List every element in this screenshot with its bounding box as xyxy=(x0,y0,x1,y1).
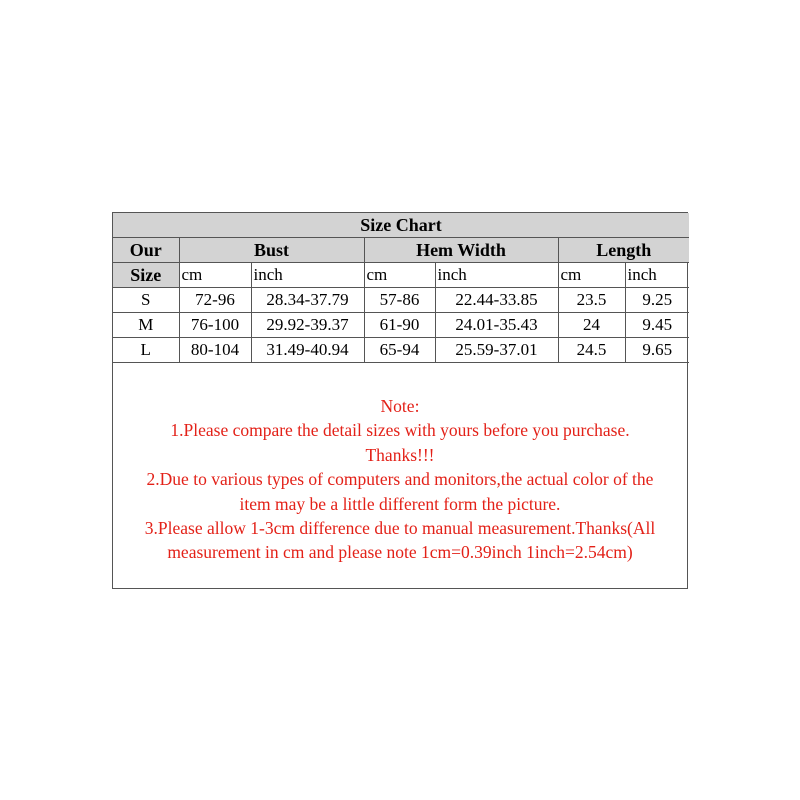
note-line: measurement in cm and please note 1cm=0.39inch 1inch=2.54cm) xyxy=(167,542,633,563)
note-line: 3.Please allow 1-3cm difference due to manual measurement.Thanks(All xyxy=(144,518,656,539)
our-size-header-line1: Our xyxy=(113,238,179,263)
table-cell: 31.49-40.94 xyxy=(251,338,364,363)
hem-width-header: Hem Width xyxy=(364,238,558,263)
size-chart xyxy=(112,212,688,589)
table-cell: 29.92-39.37 xyxy=(251,313,364,338)
table-cell: 72-96 xyxy=(179,288,251,313)
table-cell: 76-100 xyxy=(179,313,251,338)
table-cell: 80-104 xyxy=(179,338,251,363)
table-row xyxy=(113,338,689,363)
length-header: Length xyxy=(558,238,689,263)
table-cell: 28.34-37.79 xyxy=(251,288,364,313)
table-cell: 9.25 xyxy=(625,288,689,313)
bust-header: Bust xyxy=(179,238,364,263)
note-line: 1.Please compare the detail sizes with yours before you purchase. xyxy=(170,420,630,441)
unit-cell: cm xyxy=(558,263,625,288)
table-row xyxy=(113,313,689,338)
unit-cell: cm xyxy=(179,263,251,288)
size-label: S xyxy=(113,288,179,313)
unit-cell: cm xyxy=(364,263,435,288)
unit-row xyxy=(113,263,689,288)
size-table xyxy=(113,213,689,363)
unit-cell: inch xyxy=(251,263,364,288)
table-cell: 9.65 xyxy=(625,338,689,363)
table-row xyxy=(113,288,689,313)
chart-title: Size Chart xyxy=(113,213,689,238)
title-row xyxy=(113,213,689,238)
table-cell: 24.5 xyxy=(558,338,625,363)
size-label: M xyxy=(113,313,179,338)
table-cell: 24.01-35.43 xyxy=(435,313,558,338)
table-cell: 57-86 xyxy=(364,288,435,313)
note-heading: Note: xyxy=(380,396,420,416)
notes-section xyxy=(113,363,687,565)
note-line: item may be a little different form the picture. xyxy=(239,493,561,514)
note-line: Thanks!!! xyxy=(365,444,435,465)
unit-cell: inch xyxy=(435,263,558,288)
table-cell: 9.45 xyxy=(625,313,689,338)
table-cell: 24 xyxy=(558,313,625,338)
table-cell: 25.59-37.01 xyxy=(435,338,558,363)
our-size-header-line2: Size xyxy=(113,263,179,288)
note-line: 2.Due to various types of computers and monitors,the actual color of the xyxy=(146,469,654,490)
table-cell: 61-90 xyxy=(364,313,435,338)
table-cell: 65-94 xyxy=(364,338,435,363)
unit-cell: inch xyxy=(625,263,689,288)
table-cell: 23.5 xyxy=(558,288,625,313)
header-row xyxy=(113,238,689,263)
size-label: L xyxy=(113,338,179,363)
table-cell: 22.44-33.85 xyxy=(435,288,558,313)
